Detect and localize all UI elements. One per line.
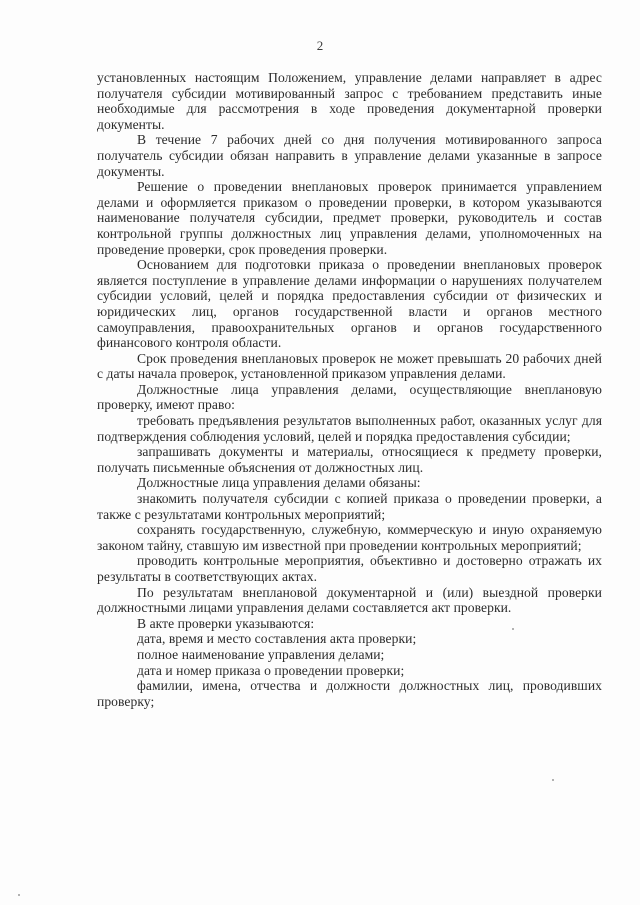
paragraph: Основанием для подготовки приказа о проведении внеплановых проверок является поступление в управление делами информации о нарушениях получателем субсидии условий, целей и порядка предоставления субсидии от физических и юридических лиц, органов государственной власти и органов местного самоуправления, правоохранительных органов и органов государственного финансового контроля области.	[97, 257, 602, 351]
list-item: запрашивать документы и материалы, относящиеся к предмету проверки, получать письменные объяснения от должностных лиц.	[97, 444, 602, 475]
paragraph: Срок проведения внеплановых проверок не может превышать 20 рабочих дней с даты начала проверок, установленной приказом управления делами.	[97, 350, 602, 382]
list-item: требовать предъявления результатов выполненных работ, оказанных услуг для подтверждения соблюдения условий, целей и порядка предоставления субсидии;	[97, 413, 602, 444]
scan-speck	[512, 628, 514, 630]
list-item: полное наименование управления делами;	[137, 646, 385, 662]
list-item: дата и номер приказа о проведении проверки;	[137, 662, 405, 678]
paragraph: По результатам внеплановой документарной и (или) выездной проверки должностными лицами управления делами составляется акт проверки.	[97, 584, 602, 616]
paragraph: Должностные лица управления делами обязаны:	[137, 475, 421, 491]
page-number: 2	[316, 38, 324, 53]
paragraph: Должностные лица управления делами, осуществляющие внеплановую проверку, имеют право:	[97, 381, 602, 413]
list-item: фамилии, имена, отчества и должности должностных лиц, проводивших проверку;	[97, 678, 602, 709]
paragraph: Решение о проведении внеплановых проверок принимается управлением делами и оформляется приказом о проведении проверки, в котором указываются наименование получателя субсидии, предмет проверки, руководитель и состав контрольной группы должностных лиц управления делами, уполномоченных на проведение проверки, срок проведения проверки.	[97, 179, 602, 257]
paragraph: установленных настоящим Положением, управление делами направляет в адрес получателя субсидии мотивированный запрос с требованием представить иные необходимые для рассмотрения в ходе проведения документарной проверки документы.	[97, 70, 602, 132]
scan-speck	[552, 779, 554, 781]
list-item: сохранять государственную, служебную, коммерческую и иную охраняемую законом тайну, ставшую им известной при проведении контрольных мероприятий;	[97, 522, 602, 553]
paragraph: В акте проверки указываются:	[137, 615, 315, 631]
list-item: знакомить получателя субсидии с копией приказа о проведении проверки, а также с результатами контрольных мероприятий;	[97, 491, 602, 522]
paragraph: В течение 7 рабочих дней со дня получения мотивированного запроса получатель субсидии обязан направить в управление делами указанные в запросе документы.	[97, 132, 602, 179]
scan-speck	[18, 894, 20, 896]
document-body	[97, 70, 602, 709]
list-item: дата, время и место составления акта проверки;	[137, 631, 417, 647]
list-item: проводить контрольные мероприятия, объективно и достоверно отражать их результаты в соответствующих актах.	[97, 553, 602, 584]
